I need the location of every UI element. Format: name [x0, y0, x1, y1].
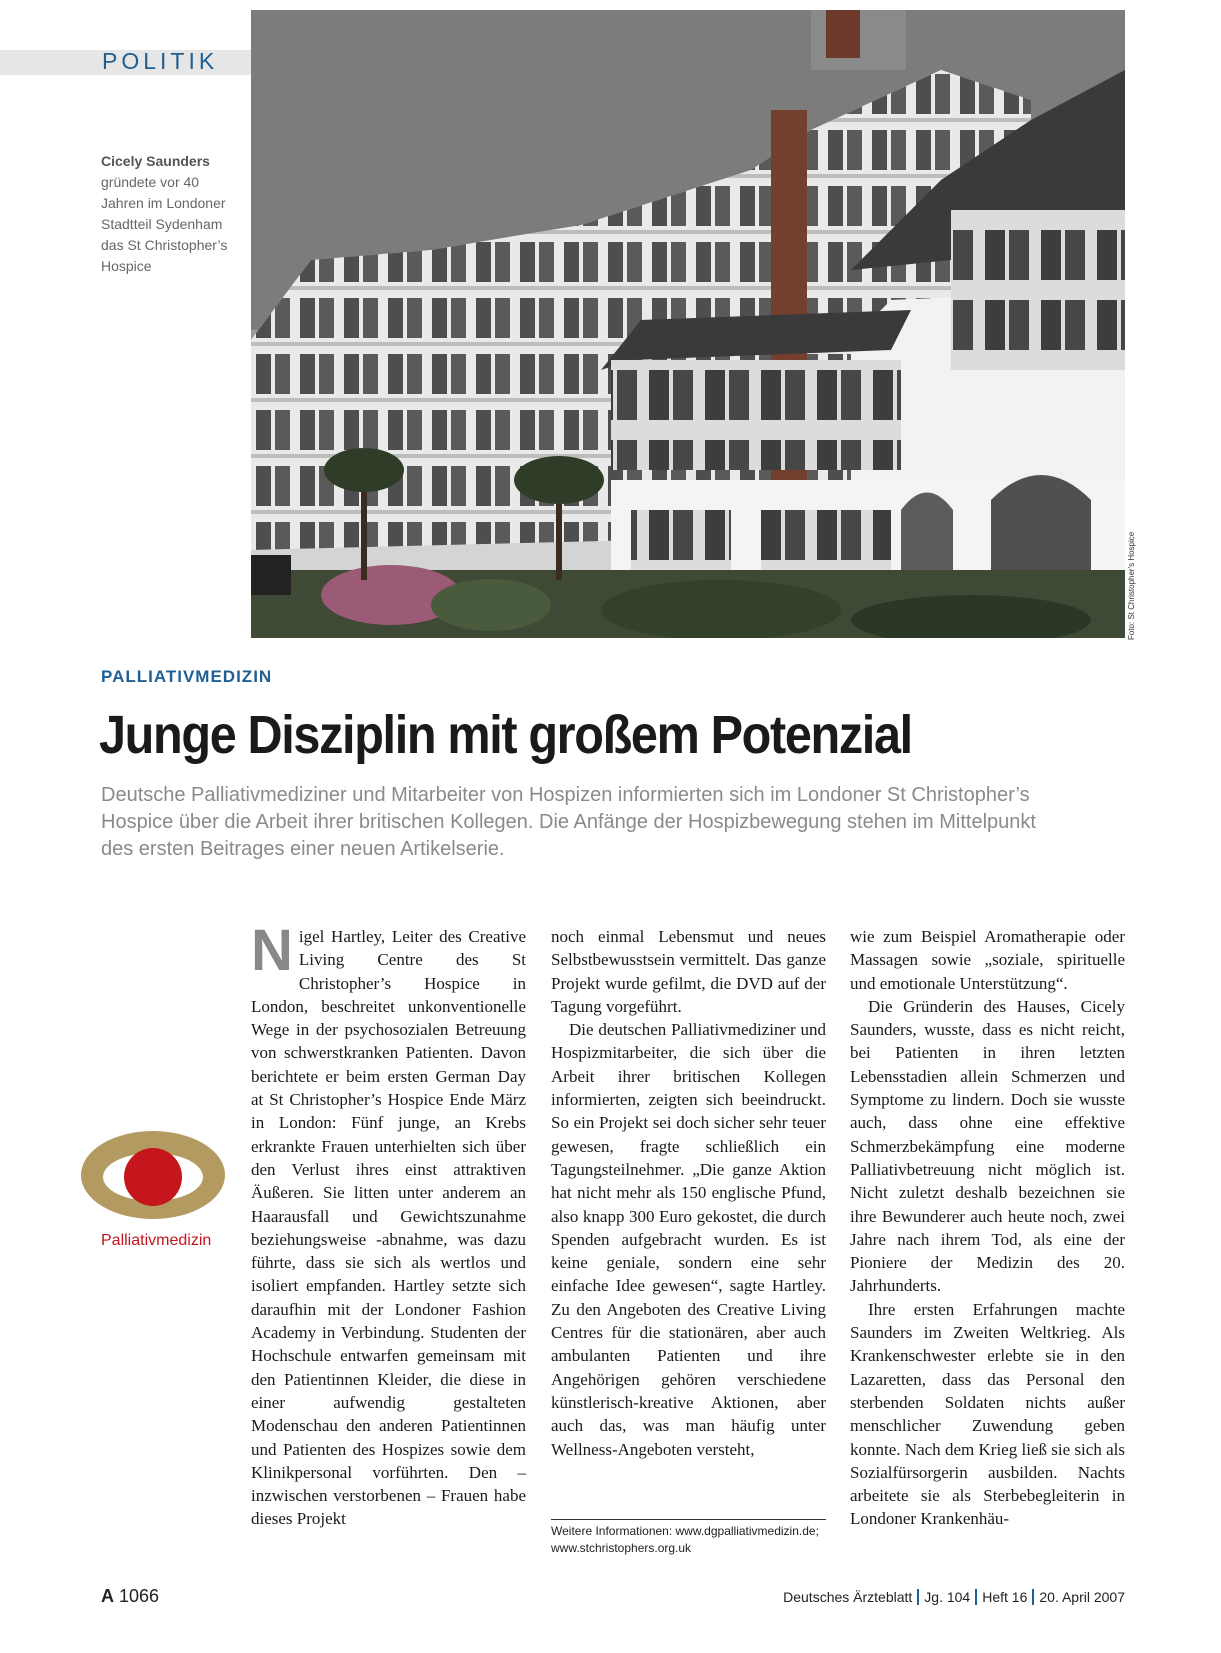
col3-paragraph-3: Ihre ersten Erfahrungen machte Saunders im Zweiten Weltkrieg. Als Krankenschwester erlebte sie in den Lazaretten, dass das Personal den sterbenden Soldaten nichts außer menschlicher Zuwendung geben konnte. Nach dem Krieg ließ sie sich als Sozialfürsorgerin ausbilden. Nachts arbeitete sie als Sterbebegleiterin in Londoner Krankenhäu- — [850, 1299, 1125, 1529]
page-prefix: A — [101, 1586, 114, 1606]
col3-paragraph-1: wie zum Beispiel Aromatherapie oder Massagen sowie „soziale, spirituelle und emotionale Unterstützung“. — [850, 927, 1125, 993]
palliativmedizin-logo — [78, 1125, 228, 1225]
footnote-line-1: Weitere Informationen: www.dgpalliativmedizin.de; — [551, 1524, 819, 1538]
hospice-photo — [251, 10, 1125, 638]
caption-name: Cicely Saunders — [101, 153, 210, 169]
page-number-value: 1066 — [119, 1586, 160, 1606]
lead-paragraph: Deutsche Palliativmediziner und Mitarbeiter von Hospizen informierten sich im Londoner St Christopher’s Hospice über die Arbeit ihrer britischen Kollegen. Die Anfänge der Hospizbewegung stehen im Mittelpunkt des ersten Beitrages einer neuen Artikelserie. — [101, 784, 1036, 860]
journal-name: Deutsches Ärzteblatt — [783, 1589, 913, 1605]
photo-credit: Foto: St Christopher's Hospice — [1127, 531, 1136, 640]
separator — [917, 1589, 919, 1605]
hospice-building-illustration — [251, 10, 1125, 638]
footnote-rule — [551, 1519, 826, 1520]
col1-paragraph-1: igel Hartley, Leiter des Creative Living Centre des St Christopher’s Hospice in London, beschreitet unkonventionelle Wege in der psychosozialen Betreuung von schwerstkranken Patienten. Davon berichtete er beim ersten German Day at St Christopher’s Hospice Ende März in London: Fünf junge, an Krebs erkrankte Frauen unterhielten sich über den Verlust ihres einst attraktiven Äußeren. Sie litten unter anderem an Haarausfall und Gewichtszunahme beziehungsweise -abnahme, was dazu führte, dass sie sich als wertlos und isoliert empfanden. Hartley setzte sich daraufhin mit der Londoner Fashion Academy in Verbindung. Studenten der Hochschule entwarfen gemeinsam mit den Patientinnen Kleider, die diese in einer aufwendig gestalteten Modenschau den anderen Patientinnen und Patienten des Hospizes sowie dem Klinikpersonal vorführten. Den – inzwischen verstorbenen – Frauen habe dieses Projekt — [251, 927, 526, 1529]
col2-paragraph-2: Die deutschen Palliativmediziner und Hospizmitarbeiter, die sich über die Arbeit ihrer britischen Kollegen informierten, zeigten sich beeindruckt. So ein Projekt sei doch sicher sehr teuer gewesen, fragte schließlich ein Tagungsteilnehmer. „Die ganze Aktion hat nicht mehr als 150 englische Pfund, also knapp 300 Euro gekostet, die durch Spenden aufgebracht wurden. Es ist keine geniale, sondern eine sehr einfache Idee gewesen“, sagte Hartley. Zu den Angeboten des Creative Living Centres für die stationären, aber auch ambulanten Patienten und ihre Angehörigen gehören verschiedene künstlerisch-kreative Aktionen, aber auch das, was man häufig unter Wellness-Angeboten versteht, — [551, 1020, 826, 1459]
section-label: POLITIK — [102, 48, 219, 74]
kicker: PALLIATIVMEDIZIN — [101, 667, 273, 686]
headline: Junge Disziplin mit großem Potenzial — [99, 705, 912, 765]
photo-caption — [101, 151, 241, 277]
page-number — [101, 1586, 159, 1607]
caption-text: gründete vor 40 Jahren im Londoner Stadtteil Sydenham das St Christopher’s Hospice — [101, 174, 228, 274]
col2-paragraph-1: noch einmal Lebensmut und neues Selbstbewusstsein vermittelt. Das ganze Projekt wurde gefilmt, die DVD auf der Tagung vorgeführt. — [551, 927, 826, 1016]
article-column-2 — [551, 925, 826, 1461]
masthead-footer — [783, 1589, 1125, 1605]
issue-date: 20. April 2007 — [1039, 1589, 1125, 1605]
separator — [975, 1589, 977, 1605]
logo-label: Palliativmedizin — [101, 1232, 212, 1249]
volume: Jg. 104 — [924, 1589, 971, 1605]
article-column-3 — [850, 925, 1125, 1531]
article-column-1 — [251, 918, 526, 1531]
col3-paragraph-2: Die Gründerin des Hauses, Cicely Saunders, wusste, dass es nicht reicht, bei Patienten in ihren letzten Lebensstadien allein Schmerzen und Symptome zu lindern. Doch sie wusste auch, dass ohne eine effektive Schmerzbekämpfung eine moderne Palliativbetreuung nicht möglich ist. Nicht zuletzt deshalb bezeichnen sie ihre Bewunderer auch heute noch, zwei Jahre nach ihrem Tod, als eine der Pioniere der Medizin des 20. Jahrhunderts. — [850, 996, 1125, 1296]
footnote-line-2: www.stchristophers.org.uk — [551, 1541, 692, 1555]
separator — [1032, 1589, 1034, 1605]
dropcap: N — [251, 918, 293, 983]
footnote — [551, 1523, 836, 1557]
issue: Heft 16 — [982, 1589, 1028, 1605]
